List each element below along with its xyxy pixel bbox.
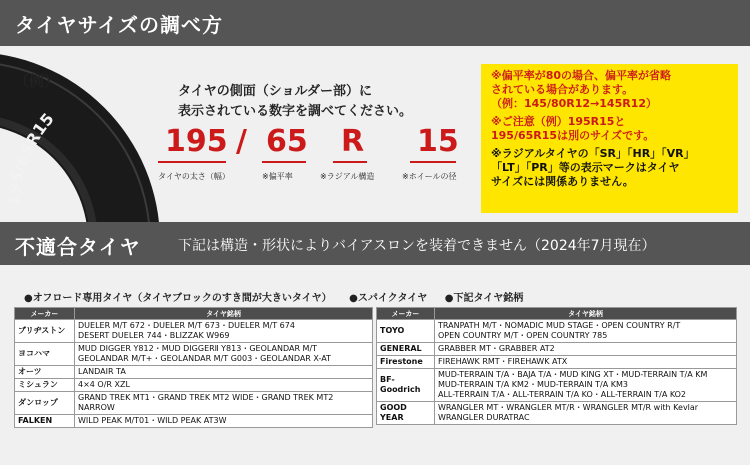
note-line-8: サイズには関係ありません。 (491, 175, 634, 188)
maker-cell: FALKEN (15, 415, 75, 428)
page-title: タイヤサイズの調べ方 (15, 13, 223, 37)
brand-table-right (376, 307, 737, 425)
tire-sidewall-text: 195/65R15 (3, 109, 58, 207)
table-row (377, 343, 737, 356)
size-slash: / (236, 124, 247, 159)
table-row (15, 415, 373, 428)
maker-cell: ブリヂストン (15, 320, 75, 343)
table-row (15, 343, 373, 366)
brand-header: タイヤ銘柄 (435, 308, 737, 320)
size-aspect-value: 65 (266, 124, 308, 159)
notes-box (481, 64, 738, 213)
table-row (15, 379, 373, 392)
maker-cell: Firestone (377, 356, 435, 369)
size-rim-value: 15 (417, 124, 459, 159)
table-row (377, 320, 737, 343)
unsuitable-panel (0, 265, 750, 465)
table-row (377, 369, 737, 402)
maker-header: メーカー (377, 308, 435, 320)
size-rim-caption: ※ホイールの径 (402, 172, 457, 181)
maker-cell: ダンロップ (15, 392, 75, 415)
table-row (377, 402, 737, 425)
bullet-brands: ●下記タイヤ銘柄 (444, 293, 524, 304)
note-line-5: 195/65R15は別のサイズです。 (491, 129, 655, 142)
size-aspect-underline (262, 161, 306, 163)
size-aspect-caption: ※偏平率 (262, 172, 293, 181)
size-radial-value: R (341, 124, 365, 159)
maker-cell: ヨコハマ (15, 343, 75, 366)
bullet-spike: ●スパイクタイヤ (349, 293, 428, 304)
table-row (15, 392, 373, 415)
size-width-value: 195 (165, 124, 228, 159)
size-radial-underline (333, 161, 367, 163)
brand-header: タイヤ銘柄 (75, 308, 373, 320)
maker-header: メーカー (15, 308, 75, 320)
brand-cell: WRANGLER MT・WRANGLER MT/R・WRANGLER MT/R with Kevlar WRANGLER DURATRAC (435, 402, 737, 425)
unsuitable-title: 不適合タイヤ (15, 235, 141, 259)
size-width-underline (158, 161, 226, 163)
unsuitable-subtitle: 下記は構造・形状によりバイアスロンを装着できません（2024年7月現在） (178, 238, 656, 254)
size-rim-underline (410, 161, 456, 163)
brand-cell: WILD PEAK M/T01・WILD PEAK AT3W (75, 415, 373, 428)
note-line-1: ※偏平率が80の場合、偏平率が省略 (491, 69, 672, 82)
note-line-7: 「LT」「PR」等の表示マークはタイヤ (491, 161, 680, 174)
brand-cell: LANDAIR TA (75, 366, 373, 379)
size-width-caption: タイヤの太さ（幅） (158, 172, 230, 181)
table-row (15, 366, 373, 379)
size-radial-caption: ※ラジアル構造 (320, 172, 375, 181)
brand-table-left (14, 307, 373, 428)
brand-cell: MUD DIGGER Y812・MUD DIGGERⅡ Y813・GEOLANDAR M/T GEOLANDAR M/T+・GEOLANDAR M/T G003・GEOLANDAR X-AT (75, 343, 373, 366)
brand-cell: 4×4 O/R XZL (75, 379, 373, 392)
size-howto-panel (0, 46, 750, 222)
brand-cell: TRANPATH M/T・NOMADIC MUD STAGE・OPEN COUNTRY R/T OPEN COUNTRY M/T・OPEN COUNTRY 785 (435, 320, 737, 343)
intro-line-2: 表示されている数字を調べてください。 (178, 104, 413, 119)
brand-cell: GRAND TREK MT1・GRAND TREK MT2 WIDE・GRAND TREK MT2 NARROW (75, 392, 373, 415)
note-line-6: ※ラジアルタイヤの「SR」「HR」「VR」 (491, 147, 695, 160)
brand-cell: FIREHAWK RMT・FIREHAWK ATX (435, 356, 737, 369)
brand-cell: DUELER M/T 672・DUELER M/T 673・DUELER M/T 674 DESERT DUELER 744・BLIZZAK W969 (75, 320, 373, 343)
maker-cell: オーツ (15, 366, 75, 379)
brand-cell: MUD-TERRAIN T/A・BAJA T/A・MUD KING XT・MUD-TERRAIN T/A KM MUD-TERRAIN T/A KM2・MUD-TERRAIN T/A KM3 ALL-TERRAIN T/A・ALL-TERRAIN T/A KO・ALL-TERRAIN T/A KO2 (435, 369, 737, 402)
maker-cell: GOOD YEAR (377, 402, 435, 425)
unsuitable-band (0, 222, 750, 265)
note-line-3: （例：145/80R12→145R12） (491, 97, 658, 110)
maker-cell: ミシュラン (15, 379, 75, 392)
table-row (15, 320, 373, 343)
intro-line-1: タイヤの側面（ショルダー部）に (178, 84, 372, 99)
header-band (0, 0, 750, 46)
maker-cell: GENERAL (377, 343, 435, 356)
note-line-2: されている場合があります。 (491, 83, 634, 96)
note-line-4: ※ご注意（例）195R15と (491, 115, 626, 128)
example-label: （例） (14, 72, 60, 90)
bullet-offroad: ●オフロード専用タイヤ（タイヤブロックのすき間が大きいタイヤ） (24, 293, 332, 304)
maker-cell: TOYO (377, 320, 435, 343)
maker-cell: BF-Goodrich (377, 369, 435, 402)
howto-intro (178, 82, 412, 122)
table-row (377, 356, 737, 369)
brand-cell: GRABBER MT・GRABBER AT2 (435, 343, 737, 356)
unsuitable-bullets (24, 289, 537, 304)
